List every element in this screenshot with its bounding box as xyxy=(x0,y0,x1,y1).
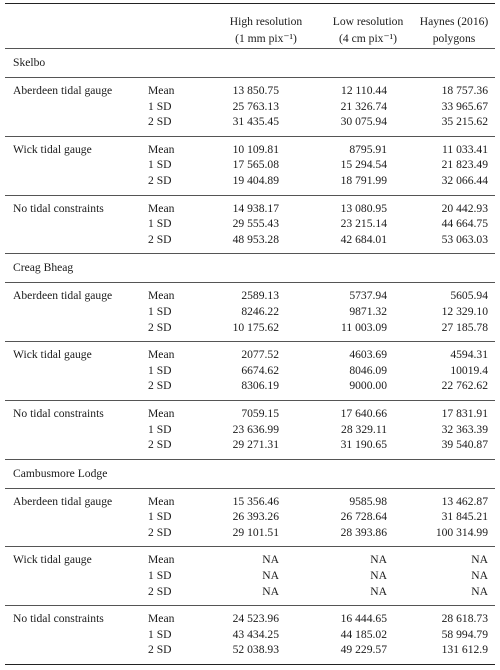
stat-label: 2 SD xyxy=(148,232,172,246)
stat-label: Mean xyxy=(148,348,175,362)
low-res-value: 4603.69 xyxy=(349,348,387,362)
low-res-value: 16 444.65 xyxy=(340,612,387,626)
high-res-value: 31 435.45 xyxy=(232,115,279,129)
low-res-value: 8046.09 xyxy=(349,363,387,377)
stat-label: 2 SD xyxy=(148,115,172,129)
gauge-label: No tidal constraints xyxy=(13,406,104,420)
table-row xyxy=(5,99,495,115)
gauge-label: Wick tidal gauge xyxy=(13,348,92,362)
haynes-value: 100 314.99 xyxy=(435,525,488,539)
haynes-value: 33 965.67 xyxy=(441,99,488,113)
haynes-value: 22 762.62 xyxy=(441,379,488,393)
haynes-value: NA xyxy=(471,569,488,583)
table-row xyxy=(5,422,495,438)
table-row xyxy=(5,173,495,189)
low-res-value: 21 326.74 xyxy=(340,99,387,113)
high-res-value: 13 850.75 xyxy=(232,84,279,97)
high-res-value: NA xyxy=(262,584,279,598)
stat-label: 2 SD xyxy=(148,584,172,598)
high-res-value: 2077.52 xyxy=(241,348,279,362)
gauge-group xyxy=(5,401,495,459)
gauge-label: No tidal constraints xyxy=(13,201,104,215)
gauge-label: No tidal constraints xyxy=(13,612,104,626)
high-res-value: 23 636.99 xyxy=(232,422,279,436)
high-res-value: 15 356.46 xyxy=(232,494,279,508)
table-row xyxy=(5,320,495,336)
stat-label: 1 SD xyxy=(148,99,172,113)
high-res-value: 29 101.51 xyxy=(232,525,279,539)
haynes-value: NA xyxy=(471,553,488,567)
stat-label: 1 SD xyxy=(148,510,172,524)
high-res-value: NA xyxy=(262,569,279,583)
high-res-value: 43 434.25 xyxy=(232,627,279,641)
haynes-value: 11 033.41 xyxy=(442,142,488,156)
stat-label: 2 SD xyxy=(148,438,172,452)
haynes-value: 131 612.9 xyxy=(441,643,488,657)
table-row xyxy=(5,378,495,394)
stat-label: Mean xyxy=(148,289,175,303)
table-row xyxy=(5,288,495,304)
low-res-value: 12 110.44 xyxy=(341,84,387,97)
site-heading: Creag Bheag xyxy=(13,261,74,275)
table-row xyxy=(5,157,495,173)
low-res-value: 28 329.11 xyxy=(341,422,387,436)
gauge-label: Wick tidal gauge xyxy=(13,553,92,567)
haynes-value: 13 462.87 xyxy=(441,494,488,508)
low-res-value: 42 684.01 xyxy=(340,232,387,246)
table-row xyxy=(5,83,495,99)
low-res-value: 26 728.64 xyxy=(340,510,387,524)
table-row xyxy=(5,201,495,217)
haynes-value: 20 442.93 xyxy=(441,201,488,215)
stat-label: 2 SD xyxy=(148,320,172,334)
high-res-value: NA xyxy=(262,553,279,567)
low-res-value: 11 003.09 xyxy=(341,320,387,334)
haynes-value: 32 363.39 xyxy=(441,422,488,436)
stat-label: 1 SD xyxy=(148,304,172,318)
high-res-value: 10 109.81 xyxy=(232,142,279,156)
low-res-value: 8795.91 xyxy=(349,142,387,156)
low-res-value: 23 215.14 xyxy=(340,217,387,231)
stat-label: Mean xyxy=(148,142,175,156)
gauge-label: Aberdeen tidal gauge xyxy=(13,289,113,303)
haynes-value: 44 664.75 xyxy=(441,217,488,231)
low-res-value: 5737.94 xyxy=(349,289,387,303)
results-table xyxy=(5,3,495,665)
stat-label: 1 SD xyxy=(148,422,172,436)
low-res-value: 49 229.57 xyxy=(340,643,387,657)
low-res-value: 9871.32 xyxy=(349,304,387,318)
low-res-value: 18 791.99 xyxy=(340,173,387,187)
stat-label: 1 SD xyxy=(148,627,172,641)
low-res-value: 44 185.02 xyxy=(340,627,387,641)
gauge-group xyxy=(5,547,495,605)
high-res-value: 2589.13 xyxy=(241,289,279,303)
gauge-label: Wick tidal gauge xyxy=(13,142,92,156)
high-res-value: 48 953.28 xyxy=(232,232,279,246)
table-row xyxy=(5,494,495,510)
table-row xyxy=(5,142,495,158)
low-res-value: 17 640.66 xyxy=(340,406,387,420)
stat-label: Mean xyxy=(148,84,175,97)
stat-label: 1 SD xyxy=(148,363,172,377)
table-row xyxy=(5,216,495,232)
high-res-value: 29 555.43 xyxy=(232,217,279,231)
high-res-value: 19 404.89 xyxy=(232,173,279,187)
table-row xyxy=(5,627,495,643)
stat-label: 1 SD xyxy=(148,569,172,583)
high-res-value: 10 175.62 xyxy=(232,320,279,334)
haynes-value: 53 063.03 xyxy=(441,232,488,246)
table-row xyxy=(5,304,495,320)
high-res-value: 7059.15 xyxy=(241,406,279,420)
high-res-value: 6674.62 xyxy=(241,363,279,377)
gauge-group xyxy=(5,137,495,195)
table-row xyxy=(5,584,495,600)
haynes-value: 10019.4 xyxy=(450,363,488,377)
header-low-resolution: Low resolution (4 cm pix⁻¹) xyxy=(332,15,404,45)
haynes-value: 18 757.36 xyxy=(441,84,488,97)
low-res-value: 13 080.95 xyxy=(340,201,387,215)
header-haynes-polygons: Haynes (2016) polygons xyxy=(419,15,489,45)
haynes-value: NA xyxy=(471,584,488,598)
table-row xyxy=(5,437,495,453)
table-row xyxy=(5,552,495,568)
table-row xyxy=(5,363,495,379)
stat-label: 2 SD xyxy=(148,379,172,393)
haynes-value: 39 540.87 xyxy=(441,438,488,452)
header-high-resolution: High resolution (1 mm pix⁻¹) xyxy=(229,15,303,45)
low-res-value: NA xyxy=(370,553,387,567)
haynes-value: 27 185.78 xyxy=(441,320,488,334)
low-res-value: 28 393.86 xyxy=(340,525,387,539)
high-res-value: 25 763.13 xyxy=(232,99,279,113)
stat-label: Mean xyxy=(148,494,175,508)
table-body xyxy=(5,49,495,665)
low-res-value: NA xyxy=(370,584,387,598)
table-row xyxy=(5,568,495,584)
bottom-rule xyxy=(5,664,495,665)
haynes-value: 21 823.49 xyxy=(441,158,488,172)
gauge-group xyxy=(5,606,495,664)
table-header xyxy=(5,4,495,48)
site-heading: Skelbo xyxy=(13,56,46,69)
high-res-value: 52 038.93 xyxy=(232,643,279,657)
haynes-value: 31 845.21 xyxy=(441,510,488,524)
table-row xyxy=(5,114,495,130)
table-row xyxy=(5,232,495,248)
high-res-value: 29 271.31 xyxy=(232,438,279,452)
haynes-value: 12 329.10 xyxy=(441,304,488,318)
gauge-group xyxy=(5,196,495,254)
site-heading: Cambusmore Lodge xyxy=(13,466,108,480)
gauge-label: Aberdeen tidal gauge xyxy=(13,494,113,508)
haynes-value: 28 618.73 xyxy=(441,612,488,626)
stat-label: 2 SD xyxy=(148,643,172,657)
table-row xyxy=(5,347,495,363)
low-res-value: 30 075.94 xyxy=(340,115,387,129)
haynes-value: 17 831.91 xyxy=(441,406,488,420)
stat-label: Mean xyxy=(148,201,175,215)
high-res-value: 8246.22 xyxy=(241,304,279,318)
high-res-value: 24 523.96 xyxy=(232,612,279,626)
stat-label: 1 SD xyxy=(148,158,172,172)
low-res-value: 31 190.65 xyxy=(340,438,387,452)
stat-label: 1 SD xyxy=(148,217,172,231)
low-res-value: 9000.00 xyxy=(349,379,387,393)
low-res-value: NA xyxy=(370,569,387,583)
table-row xyxy=(5,509,495,525)
haynes-value: 4594.31 xyxy=(450,348,488,362)
stat-label: 2 SD xyxy=(148,525,172,539)
table-row xyxy=(5,611,495,627)
high-res-value: 14 938.17 xyxy=(232,201,279,215)
haynes-value: 58 994.79 xyxy=(441,627,488,641)
high-res-value: 17 565.08 xyxy=(232,158,279,172)
gauge-group xyxy=(5,78,495,136)
high-res-value: 26 393.26 xyxy=(232,510,279,524)
low-res-value: 9585.98 xyxy=(349,494,387,508)
stat-label: Mean xyxy=(148,406,175,420)
table-row xyxy=(5,406,495,422)
table-row xyxy=(5,642,495,658)
gauge-group xyxy=(5,283,495,341)
gauge-group xyxy=(5,342,495,400)
low-res-value: 15 294.54 xyxy=(340,158,387,172)
haynes-value: 5605.94 xyxy=(450,289,488,303)
gauge-group xyxy=(5,489,495,547)
haynes-value: 32 066.44 xyxy=(441,173,488,187)
stat-label: 2 SD xyxy=(148,173,172,187)
table-row xyxy=(5,525,495,541)
haynes-value: 35 215.62 xyxy=(441,115,488,129)
stat-label: Mean xyxy=(148,553,175,567)
high-res-value: 8306.19 xyxy=(241,379,279,393)
gauge-label: Aberdeen tidal gauge xyxy=(13,84,113,97)
stat-label: Mean xyxy=(148,612,175,626)
